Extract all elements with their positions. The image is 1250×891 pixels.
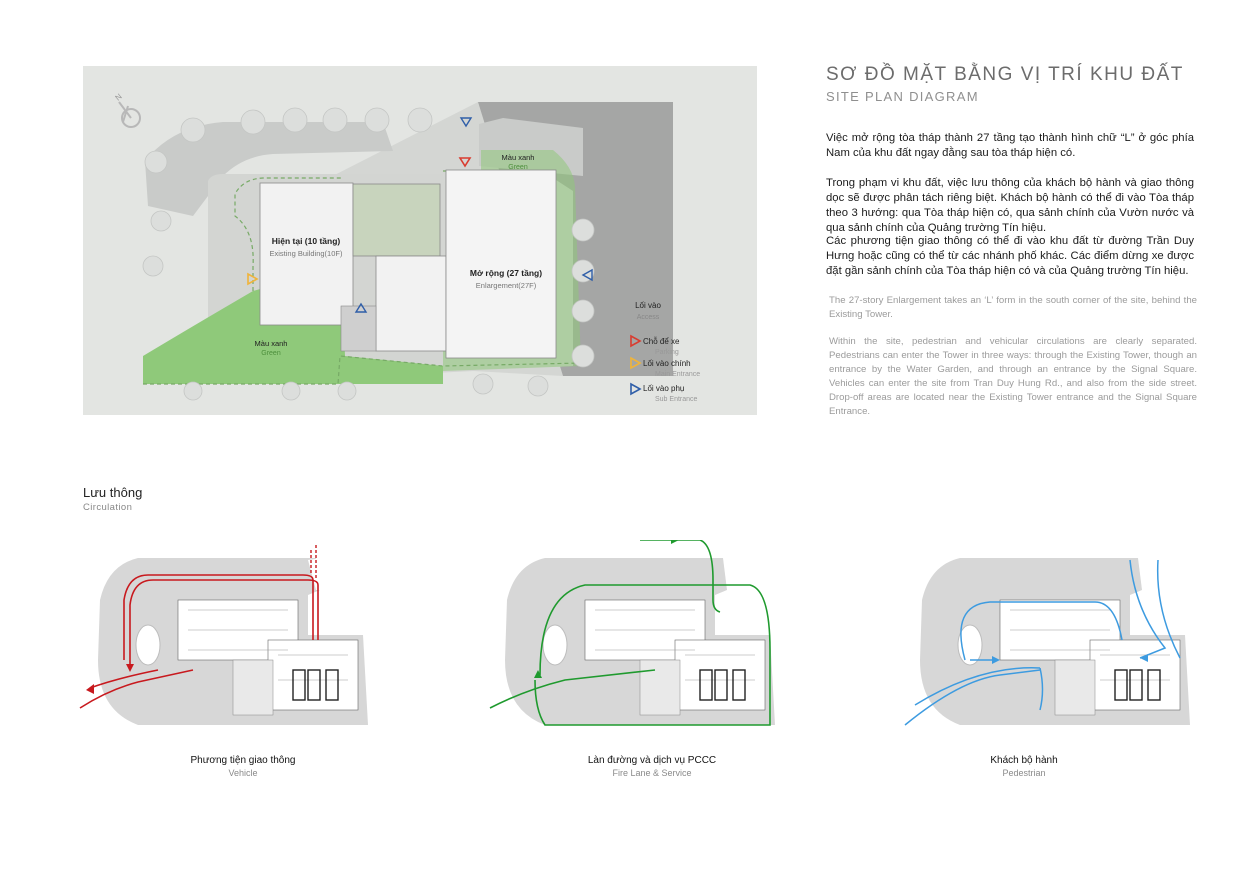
- description-vi-paragraph: Việc mở rộng tòa tháp thành 27 tầng tạo thành hình chữ “L” ở góc phía Nam của khu đất ngay đằng sau tòa tháp hiện có.: [826, 132, 1194, 159]
- pedestrian-caption: [894, 755, 1154, 778]
- legend-main-sublabel: Main Entrance: [655, 371, 701, 378]
- vehicle-caption-vi: Phương tiện giao thông: [190, 755, 296, 766]
- description-en-paragraph: The 27-story Enlargement takes an ‘L’ form in the south corner of the site, behind the Existing Tower.: [829, 295, 1197, 320]
- legend-parking-label: Chỗ để xe: [643, 337, 680, 346]
- fire-lane-caption-en: Fire Lane & Service: [612, 768, 692, 778]
- enlargement-sublabel: Enlargement(27F): [475, 281, 537, 290]
- green-top-label: Màu xanh: [501, 153, 535, 162]
- legend-parking-sublabel: Parking: [655, 349, 679, 356]
- access-label: Lối vào: [635, 301, 661, 310]
- svg-text:N: N: [113, 91, 124, 103]
- green-bottom-sublabel: Green: [261, 350, 281, 357]
- enlargement-label: Mở rộng (27 tầng): [469, 268, 543, 278]
- page-title: SƠ ĐỒ MẶT BẰNG VỊ TRÍ KHU ĐẤT: [826, 64, 1184, 85]
- existing-building-label: Hiện tại (10 tầng): [271, 236, 341, 246]
- circulation-heading: Lưu thông: [83, 485, 143, 500]
- description-en-paragraph: Within the site, pedestrian and vehicular circulations are clearly separated. Pedestrians can enter the Tower in three ways: through the Existing Tower, though an entrance by the Water Garden, and through an entrance by the Signal Square. Vehicles can enter the site from Tran Duy Hung Rd., and also from the side street. Drop-off areas are located near the Existing Tower entrance and the Signal Square Entrance.: [829, 336, 1197, 417]
- green-top-sublabel: Green: [508, 164, 528, 171]
- circulation-subheading: Circulation: [83, 502, 133, 513]
- site-plan-diagram: [83, 66, 757, 415]
- page-subtitle: SITE PLAN DIAGRAM: [826, 89, 979, 104]
- pedestrian-caption-vi: Khách bộ hành: [990, 755, 1058, 766]
- pedestrian-circulation-diagram: [900, 540, 1210, 740]
- fire-lane-caption-vi: Làn đường và dịch vụ PCCC: [587, 755, 717, 766]
- vehicle-caption: [113, 755, 373, 778]
- pedestrian-caption-en: Pedestrian: [1002, 768, 1046, 778]
- existing-building-sublabel: Existing Building(10F): [269, 249, 343, 258]
- access-sublabel: Access: [636, 314, 660, 321]
- legend-sub-sublabel: Sub Entrance: [655, 396, 698, 403]
- fire-lane-circulation-diagram: [485, 540, 795, 740]
- green-bottom-label: Màu xanh: [254, 339, 288, 348]
- vehicle-circulation-diagram: [78, 540, 388, 740]
- description-vi-paragraph: Các phương tiện giao thông có thể đi vào khu đất từ đường Trần Duy Hưng hoặc cũng có thể từ các nhánh phố khác. Các điểm dừng xe được đặt gần sảnh chính của Tòa tháp hiện có và của Quảng trường Tín hiệu.: [826, 235, 1194, 277]
- legend-main-label: Lối vào chính: [643, 359, 691, 368]
- description-vi-paragraph: Trong phạm vi khu đất, việc lưu thông của khách bộ hành và giao thông dọc sẽ được phân tách riêng biệt. Khách bộ hành có thể đi vào Tòa tháp theo 3 hướng: qua Tòa tháp hiện có, qua sảnh chính của Vườn nước và qua sảnh chính của Quảng trường Tín hiệu.: [826, 177, 1194, 234]
- fire-lane-caption: [522, 755, 782, 778]
- vehicle-caption-en: Vehicle: [228, 768, 258, 778]
- legend-sub-label: Lối vào phụ: [643, 384, 685, 393]
